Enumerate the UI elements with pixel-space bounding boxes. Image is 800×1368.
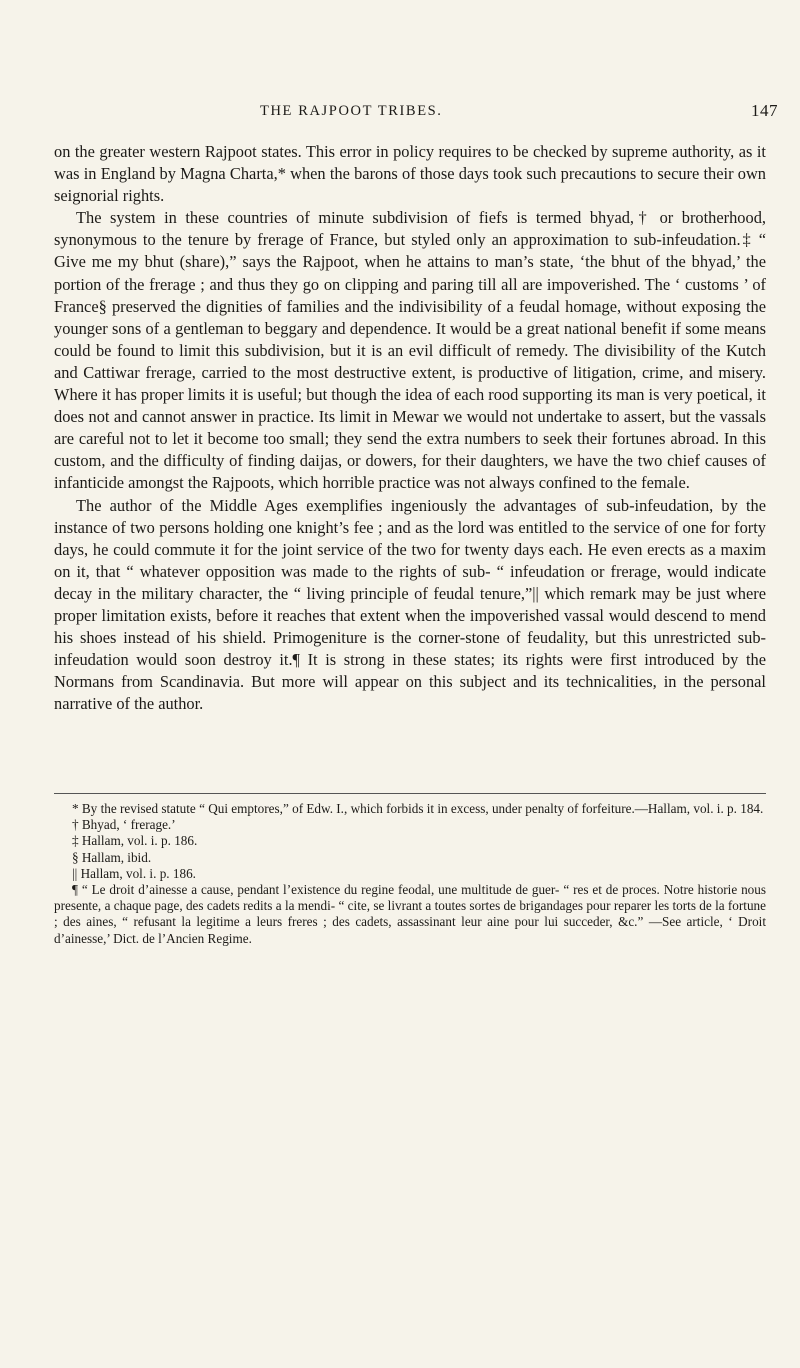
footnote: || Hallam, vol. i. p. 186. [72, 865, 196, 881]
footnote: § Hallam, ibid. [72, 849, 152, 865]
footnote-divider [54, 793, 766, 794]
body-text [54, 141, 766, 715]
running-head: THE RAJPOOT TRIBES. [260, 103, 443, 119]
page-header [54, 103, 778, 127]
footnote: ¶ “ Le droit d’ainesse a cause, pendant l’existence du regine feodal, une multitude de guer- “ res et de proces. Notre historie nous presente, a chaque page, des cadets redits a la mendi- “ cite, se livrant a toutes sortes de brigandages pour reparer les torts de la fortune ; des aines, “ refusant la legitime a leurs freres ; des cadets, assassinant leur aine pour lui succeder, &c.” —See article, ‘ Droit d’ainesse,’ Dict. de l’Ancien Regime. [54, 882, 766, 946]
page-number: 147 [751, 101, 778, 120]
footnote: * By the revised statute “ Qui emptores,” of Edw. I., which forbids it in excess, under penalty of forfeiture.—Hallam, vol. i. p. 184. [72, 801, 764, 816]
footnotes [54, 801, 766, 947]
footnote: ‡ Hallam, vol. i. p. 186. [72, 833, 198, 849]
footnote: † Bhyad, ‘ frerage.’ [72, 817, 176, 833]
paragraph: on the greater western Rajpoot states. This error in policy requires to be checked by supreme authority, as it was in England by Magna Charta,* when the barons of those days took such precautions to secure their own seignorial rights. [54, 142, 766, 206]
paragraph: The author of the Middle Ages exemplifies ingeniously the advantages of sub-infeudation, by the instance of two persons holding one knight’s fee ; and as the lord was entitled to the service of one for forty days, he could commute it for the joint service of the two for twenty days each. He even erects as a maxim on it, that “ whatever opposition was made to the rights of sub- “ infeudation or frerage, would indicate decay in the military character, the “ living principle of feudal tenure,”|| which remark may be just where proper limitation exists, before it reaches that extent when the impoverished vassal would descend to mend his shoes instead of his shield. Primogeniture is the corner-stone of feudality, but this unrestricted sub-infeudation would soon destroy it.¶ It is strong in these states; its rights were first introduced by the Normans from Scandinavia. But more will appear on this subject and its technicalities, in the personal narrative of the author. [54, 495, 766, 714]
book-page [54, 0, 778, 1368]
paragraph: The system in these countries of minute subdivision of fiefs is termed bhyad,† or brotherhood, synonymous to the tenure by frerage of France, but styled only an approximation to sub-infeudation.‡ “ Give me my bhut (share),” says the Rajpoot, when he attains to man’s state, ‘the bhut of the bhyad,’ the portion of the frerage ; and thus they go on clipping and paring till all are impoverished. The ‘ customs ’ of France§ preserved the dignities of families and the indivisibility of a feudal homage, without exposing the younger sons of a gentleman to beggary and dependence. It would be a great national benefit if some means could be found to limit this subdivision, but it is an evil difficult of remedy. The divisibility of the Kutch and Cattiwar frerage, carried to the most destructive extent, is productive of litigation, crime, and misery. Where it has proper limits it is useful; but though the idea of each rood supporting its man is very poetical, it does not and cannot answer in practice. Its limit in Mewar we would not undertake to assert, but the vassals are careful not to let it become too small; they send the extra numbers to seek their fortunes abroad. In this custom, and the difficulty of finding daijas, or dowers, for their daughters, we have the two chief causes of infanticide amongst the Rajpoots, which horrible practice was not always confined to the female. [54, 208, 766, 493]
